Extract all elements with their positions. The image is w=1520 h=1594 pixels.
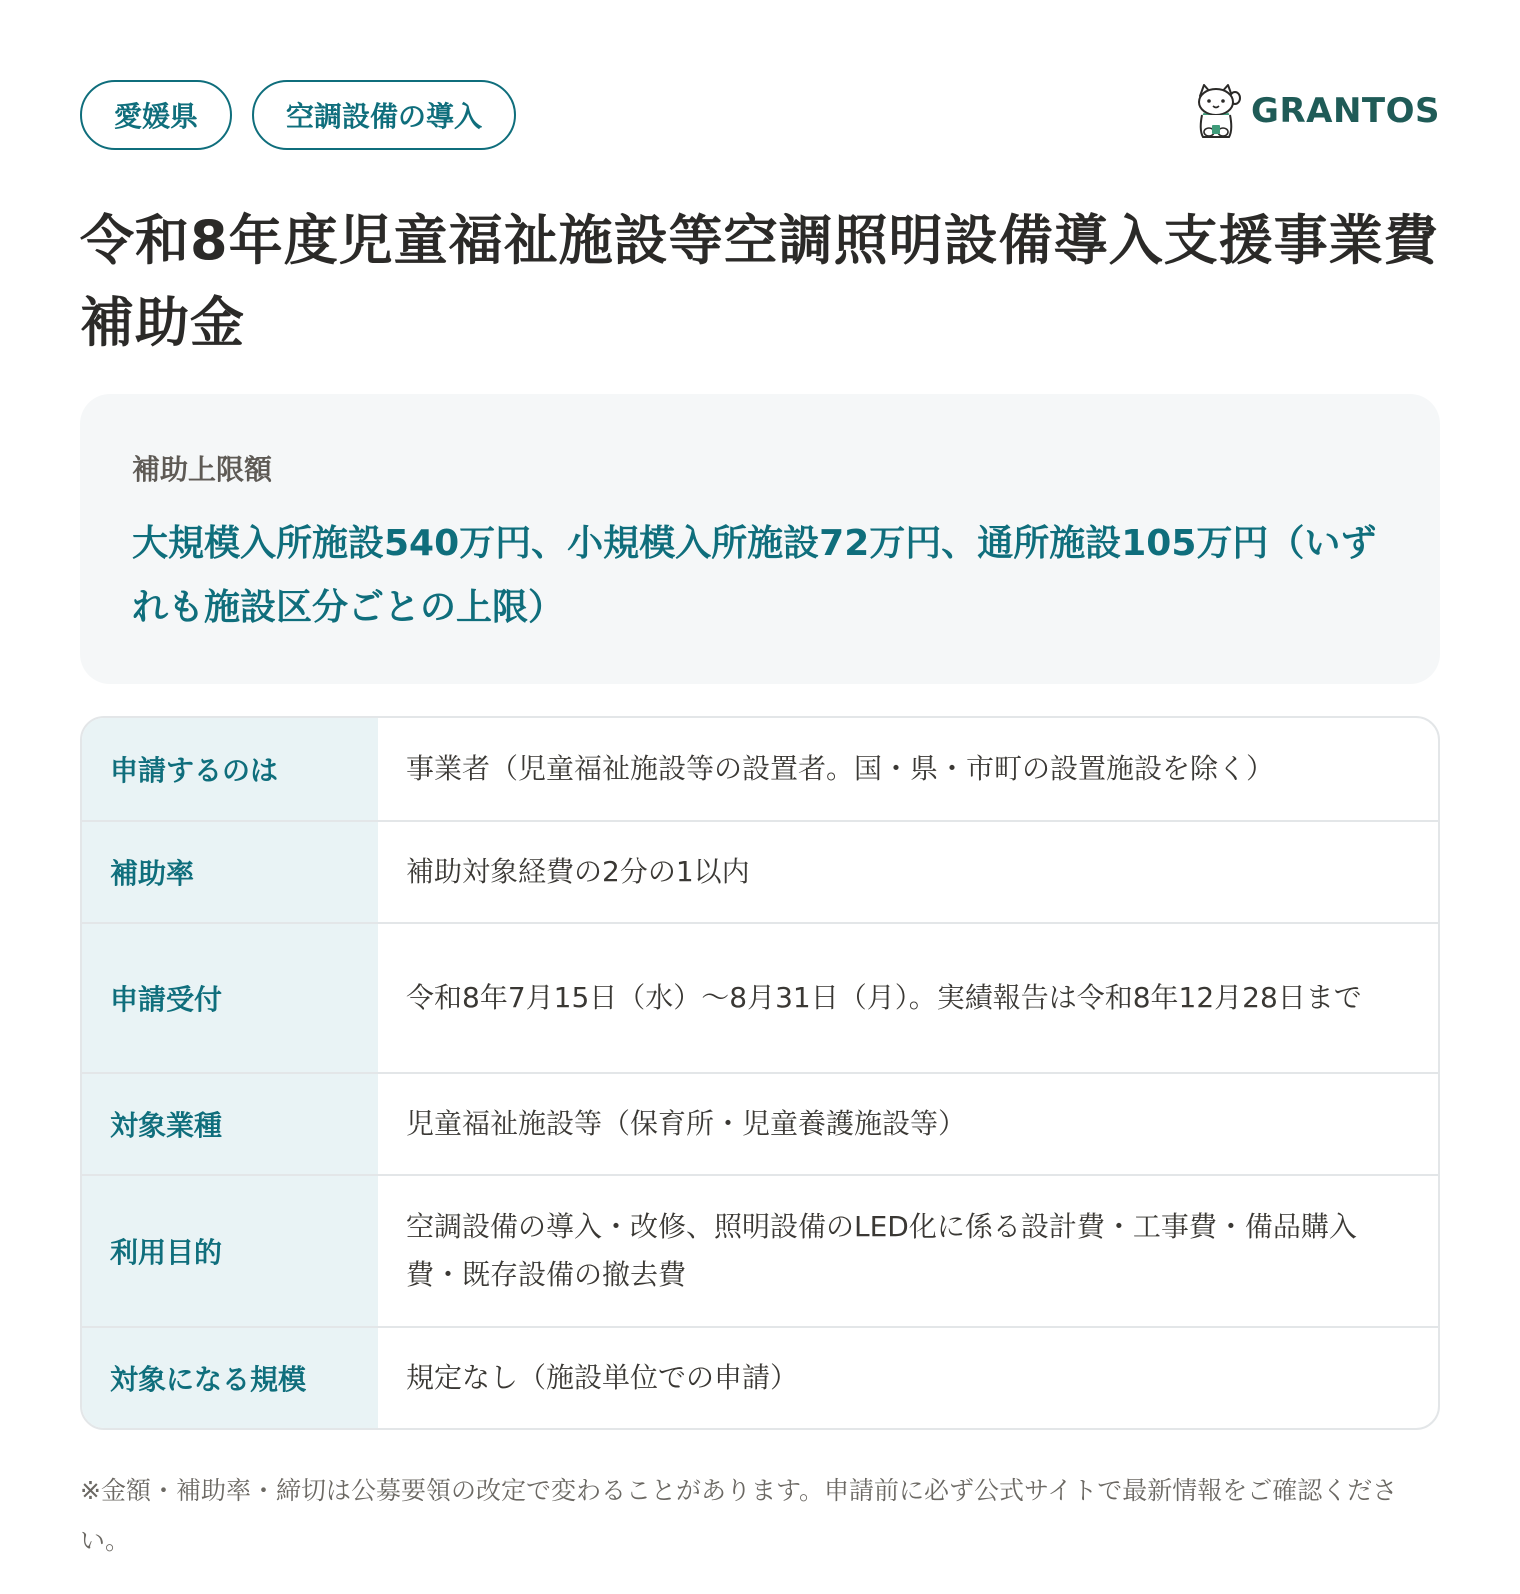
table-row-applicant bbox=[82, 718, 1438, 820]
row-value: 空調設備の導入・改修、照明設備のLED化に係る設計費・工事費・備品購入費・既存設備の撤去費 bbox=[406, 1210, 1357, 1291]
row-value: 児童福祉施設等（保育所・児童養護施設等） bbox=[406, 1107, 967, 1140]
info-table bbox=[80, 716, 1440, 1430]
tag-list bbox=[80, 80, 516, 150]
row-label: 対象になる規模 bbox=[82, 1328, 378, 1428]
tag-prefecture[interactable]: 愛媛県 bbox=[80, 80, 232, 150]
row-label: 対象業種 bbox=[82, 1074, 378, 1174]
table-row-purpose bbox=[82, 1174, 1438, 1326]
brand-name: GRANTOS bbox=[1251, 91, 1440, 131]
row-value: 補助対象経費の2分の1以内 bbox=[406, 855, 750, 888]
page bbox=[80, 80, 1440, 1566]
table-row-industry bbox=[82, 1072, 1438, 1174]
subsidy-limit-label: 補助上限額 bbox=[132, 453, 273, 486]
disclaimer-note: ※金額・補助率・締切は公募要領の改定で変わることがあります。申請前に必ず公式サイトで最新情報をご確認ください。 bbox=[80, 1476, 1398, 1555]
row-label: 申請するのは bbox=[82, 718, 378, 820]
row-value: 令和8年7月15日（水）〜8月31日（月）。実績報告は令和8年12月28日まで bbox=[406, 981, 1362, 1014]
brand-logo[interactable] bbox=[1191, 82, 1440, 140]
row-label: 申請受付 bbox=[82, 924, 378, 1072]
row-label: 補助率 bbox=[82, 822, 378, 922]
page-title: 令和8年度児童福祉施設等空調照明設備導入支援事業費補助金 bbox=[80, 209, 1439, 354]
row-label: 利用目的 bbox=[82, 1176, 378, 1326]
row-value: 規定なし（施設単位での申請） bbox=[406, 1361, 799, 1394]
subsidy-limit-value: 大規模入所施設540万円、小規模入所施設72万円、通所施設105万円（いずれも施設区分ごとの上限） bbox=[132, 523, 1377, 628]
maneki-neko-cat-icon bbox=[1191, 82, 1241, 140]
subsidy-limit-card bbox=[80, 394, 1440, 684]
table-row-scale bbox=[82, 1326, 1438, 1428]
header bbox=[80, 80, 1440, 150]
table-row-rate bbox=[82, 820, 1438, 922]
tag-category[interactable]: 空調設備の導入 bbox=[252, 80, 516, 150]
row-value: 事業者（児童福祉施設等の設置者。国・県・市町の設置施設を除く） bbox=[406, 752, 1275, 785]
table-row-period bbox=[82, 922, 1438, 1072]
